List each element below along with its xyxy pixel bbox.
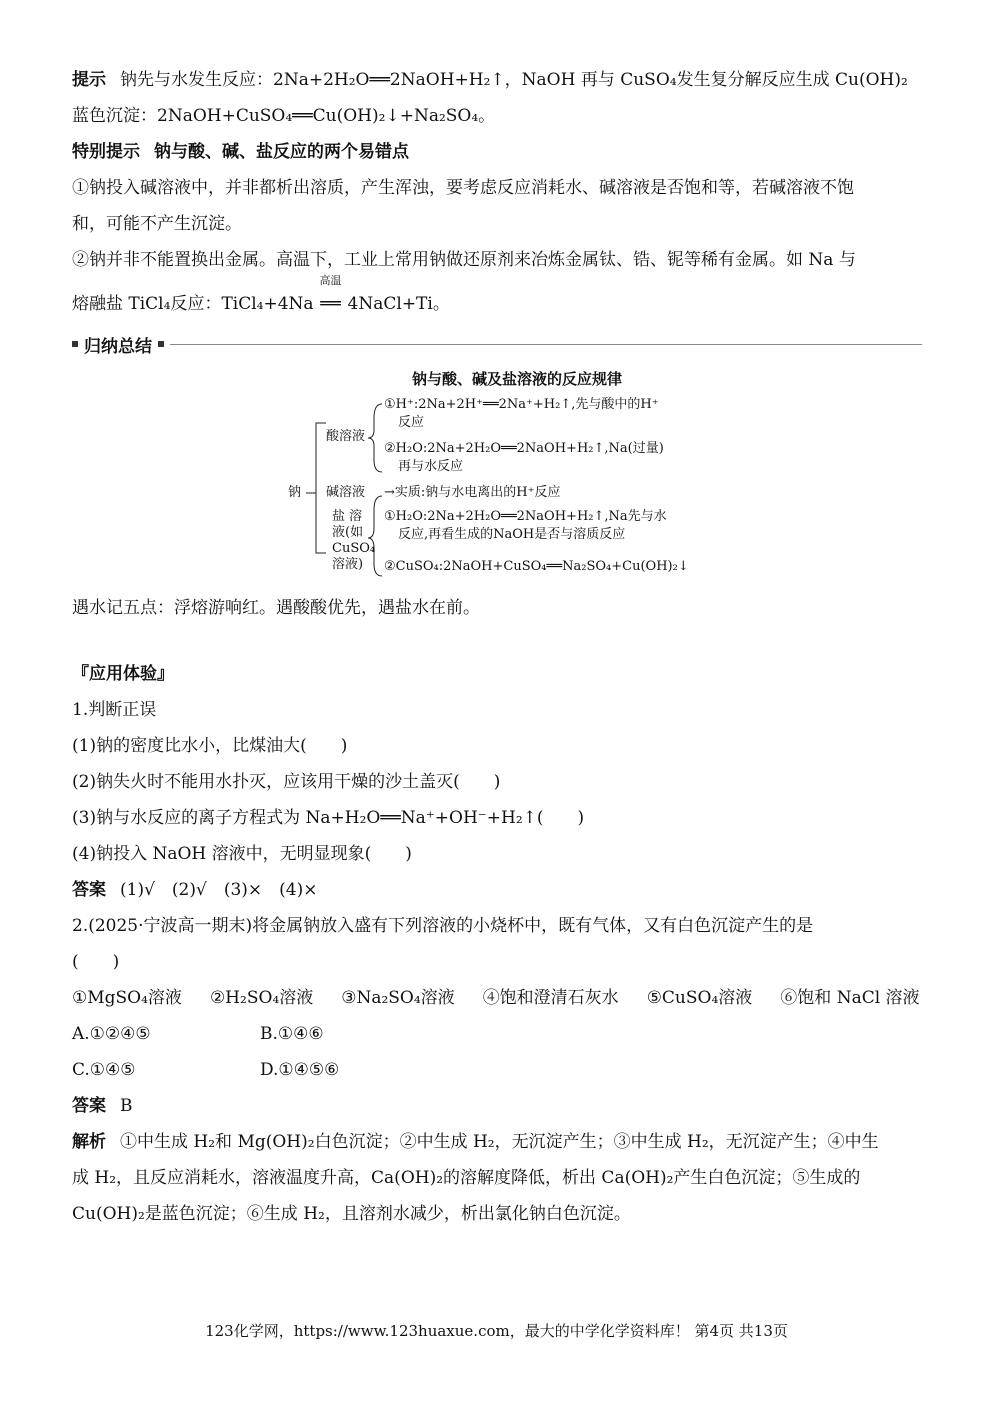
acid-rule-1b: 反应 xyxy=(398,415,425,430)
salt-label-1: 盐 溶 xyxy=(332,509,363,524)
q2-choices-row-1 xyxy=(72,1016,922,1052)
ticl4-equation-left: 熔融盐 TiCl₄反应：TiCl₄+4Na xyxy=(72,294,314,314)
special-tip-p1b: 和，可能不产生沉淀。 xyxy=(72,214,242,234)
acid-rule-2b: 再与水反应 xyxy=(398,459,464,474)
mnemonic: 遇水记五点：浮熔游响红。遇酸酸优先，遇盐水在前。 xyxy=(72,598,480,618)
salt-label-4: 溶液) xyxy=(332,557,364,572)
special-tip-p2b xyxy=(72,274,922,322)
salt-rule-1b: 反应,再看生成的NaOH是否与溶质反应 xyxy=(398,527,626,542)
summary-rule xyxy=(170,344,922,345)
q1-answer-label: 答案 xyxy=(72,880,106,900)
q1-item-4: (4)钠投入 NaOH 溶液中，无明显现象( ) xyxy=(72,844,412,864)
reaction-rule-diagram xyxy=(288,368,732,578)
q1-item-1: (1)钠的密度比水小，比煤油大( ) xyxy=(72,736,348,756)
analysis-line-1 xyxy=(72,1124,922,1160)
q1-item-2: (2)钠失火时不能用水扑灭，应该用干燥的沙土盖灭( ) xyxy=(72,772,501,792)
base-rule: →实质:钠与水电离出的H⁺反应 xyxy=(384,485,561,500)
tip-line-2 xyxy=(72,98,922,134)
special-tip-label: 特别提示 xyxy=(72,142,140,162)
special-tip-title: 钠与酸、碱、盐反应的两个易错点 xyxy=(154,142,409,162)
tip-label: 提示 xyxy=(72,70,106,90)
q1-answer-text: (1)√ (2)√ (3)× (4)× xyxy=(120,880,318,900)
q2-choice-a: A.①②④⑤ xyxy=(72,1024,151,1044)
q2-choice-d: D.①④⑤⑥ xyxy=(260,1060,340,1080)
q2-option: ②H₂SO₄溶液 xyxy=(209,988,314,1008)
reaction-condition: 高温 xyxy=(319,274,342,287)
page-footer: 123化学网，https://www.123huaxue.com，最大的中学化学资料库！ 第4页 共13页 xyxy=(205,1322,788,1340)
q2-option: ①MgSO₄溶液 xyxy=(72,988,182,1008)
tip-text-2: 蓝色沉淀：2NaOH+CuSO₄══Cu(OH)₂↓+Na₂SO₄。 xyxy=(72,106,496,126)
acid-rule-2a: ②H₂O:2Na+2H₂O══2NaOH+H₂↑,Na(过量) xyxy=(384,441,664,456)
base-label: 碱溶液 xyxy=(326,485,366,500)
special-tip-heading xyxy=(72,134,922,170)
acid-label: 酸溶液 xyxy=(326,429,366,444)
q1-title: 1.判断正误 xyxy=(72,700,157,720)
document-page xyxy=(72,62,922,1232)
tip-line-1 xyxy=(72,62,922,98)
q1-answer xyxy=(72,872,922,908)
diagram-root: 钠 xyxy=(288,485,302,500)
reaction-condition-arrow: 高温 ══ xyxy=(314,278,348,330)
practice-heading: 『应用体验』 xyxy=(72,664,174,684)
analysis-line-3: Cu(OH)₂是蓝色沉淀；⑥生成 H₂，且溶剂水减少，析出氯化钠白色沉淀。 xyxy=(72,1204,631,1224)
q2-choice-c: C.①④⑤ xyxy=(72,1060,136,1080)
square-bullet-icon xyxy=(158,341,164,347)
salt-label-3: CuSO₄ xyxy=(332,541,376,556)
special-tip-p2a: ②钠并非不能置换出金属。高温下，工业上常用钠做还原剂来冶炼金属钛、锆、铌等稀有金属。如 Na 与 xyxy=(72,250,856,270)
summary-title: 归纳总结 xyxy=(84,336,152,357)
acid-rule-1a: ①H⁺:2Na+2H⁺══2Na⁺+H₂↑,先与酸中的H⁺ xyxy=(384,397,659,412)
square-bullet-icon xyxy=(72,341,78,347)
diagram-title: 钠与酸、碱及盐溶液的反应规律 xyxy=(411,370,622,388)
tip-text-1: 钠先与水发生反应：2Na+2H₂O══2NaOH+H₂↑，NaOH 再与 CuSO₄发生复分解反应生成 Cu(OH)₂ xyxy=(120,70,908,90)
q2-answer-text: B xyxy=(120,1096,133,1116)
analysis-text-1: ①中生成 H₂和 Mg(OH)₂白色沉淀；②中生成 H₂，无沉淀产生；③中生成 H₂，无沉淀产生；④中生 xyxy=(120,1132,879,1152)
q2-choices-row-2 xyxy=(72,1052,922,1088)
q2-answer xyxy=(72,1088,922,1124)
q2-option: ③Na₂SO₄溶液 xyxy=(341,988,455,1008)
salt-label-2: 液(如 xyxy=(332,525,364,540)
q2-options xyxy=(72,980,922,1016)
salt-rule-2: ②CuSO₄:2NaOH+CuSO₄══Na₂SO₄+Cu(OH)₂↓ xyxy=(384,559,689,574)
q2-option: ⑥饱和 NaCl 溶液 xyxy=(780,988,920,1008)
ticl4-equation-right: 4NaCl+Ti。 xyxy=(347,294,450,314)
q2-answer-label: 答案 xyxy=(72,1096,106,1116)
q2-stem: 2.(2025·宁波高一期末)将金属钠放入盛有下列溶液的小烧杯中，既有气体，又有白色沉淀产生的是 xyxy=(72,916,814,936)
q2-paren: ( ) xyxy=(72,952,120,972)
q2-choice-b: B.①④⑥ xyxy=(260,1024,324,1044)
special-tip-p1a: ①钠投入碱溶液中，并非都析出溶质，产生浑浊，要考虑反应消耗水、碱溶液是否饱和等，若碱溶液不饱 xyxy=(72,178,854,198)
analysis-label: 解析 xyxy=(72,1132,106,1152)
q1-item-3: (3)钠与水反应的离子方程式为 Na+H₂O══Na⁺+OH⁻+H₂↑( ) xyxy=(72,808,585,828)
salt-rule-1a: ①H₂O:2Na+2H₂O══2NaOH+H₂↑,Na先与水 xyxy=(384,509,667,524)
analysis-line-2: 成 H₂，且反应消耗水，溶液温度升高，Ca(OH)₂的溶解度降低，析出 Ca(OH)₂产生白色沉淀；⑤生成的 xyxy=(72,1168,861,1188)
q2-option: ④饱和澄清石灰水 xyxy=(482,988,619,1008)
summary-heading xyxy=(72,326,922,362)
q2-option: ⑤CuSO₄溶液 xyxy=(646,988,753,1008)
